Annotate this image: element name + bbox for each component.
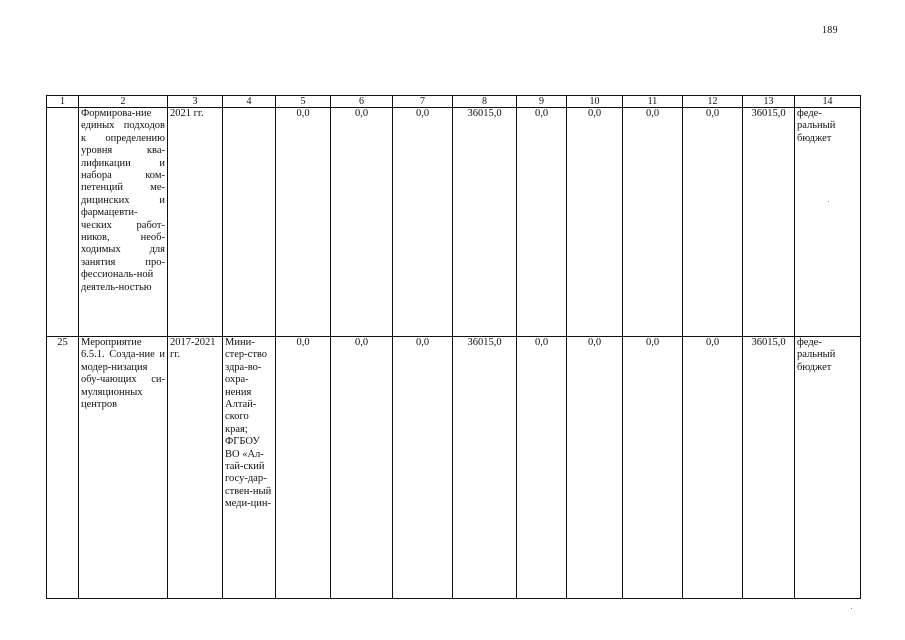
activity-name-cell: Мероприятие 6.5.1. Созда-ние и модер-низация обу-чающих си-муляционных центров (79, 337, 168, 599)
value-cell: 0,0 (276, 337, 331, 599)
value-cell: 0,0 (567, 337, 623, 599)
column-header: 10 (567, 96, 623, 108)
executor-cell (223, 108, 276, 337)
funding-source-cell: феде-ральный бюджет (795, 337, 861, 599)
value-cell: 36015,0 (453, 108, 517, 337)
value-cell: 0,0 (683, 108, 743, 337)
column-header: 11 (623, 96, 683, 108)
column-header: 1 (47, 96, 79, 108)
page-number: 189 (822, 25, 838, 36)
scan-speck (828, 201, 829, 202)
funding-source-cell: феде-ральный бюджет (795, 108, 861, 337)
value-cell: 0,0 (331, 108, 393, 337)
column-header: 6 (331, 96, 393, 108)
value-cell: 0,0 (331, 337, 393, 599)
row-number-cell: 25 (47, 337, 79, 599)
period-cell: 2017-2021 гг. (168, 337, 223, 599)
value-cell: 0,0 (517, 108, 567, 337)
column-header: 7 (393, 96, 453, 108)
column-header: 14 (795, 96, 861, 108)
value-cell: 36015,0 (453, 337, 517, 599)
column-header: 12 (683, 96, 743, 108)
period-cell: 2021 гг. (168, 108, 223, 337)
executor-cell: Мини-стер-ство здра-во-охра-нения Алтай-ского края; ФГБОУ ВО «Ал-тай-ский госу-дар-ствен-ный меди-цин- (223, 337, 276, 599)
value-cell: 0,0 (567, 108, 623, 337)
row-number-cell (47, 108, 79, 337)
scan-speck (851, 608, 852, 609)
table-row (47, 108, 861, 337)
column-header: 5 (276, 96, 331, 108)
budget-table (46, 95, 861, 599)
value-cell: 0,0 (393, 108, 453, 337)
value-cell: 0,0 (623, 108, 683, 337)
activity-name-cell: Формирова-ние единых подходов к определению уровня ква-лификации и набора ком-петенций ме-дицинских и фармацевти-ческих работ-ников, необ-ходимых для занятия про-фессиональ-ной деятель-ностью (79, 108, 168, 337)
total-cell: 36015,0 (743, 108, 795, 337)
total-cell: 36015,0 (743, 337, 795, 599)
value-cell: 0,0 (517, 337, 567, 599)
value-cell: 0,0 (276, 108, 331, 337)
column-header: 9 (517, 96, 567, 108)
value-cell: 0,0 (623, 337, 683, 599)
table-row (47, 337, 861, 599)
header-row (47, 96, 861, 108)
value-cell: 0,0 (683, 337, 743, 599)
column-header: 8 (453, 96, 517, 108)
column-header: 2 (79, 96, 168, 108)
column-header: 4 (223, 96, 276, 108)
column-header: 3 (168, 96, 223, 108)
column-header: 13 (743, 96, 795, 108)
value-cell: 0,0 (393, 337, 453, 599)
